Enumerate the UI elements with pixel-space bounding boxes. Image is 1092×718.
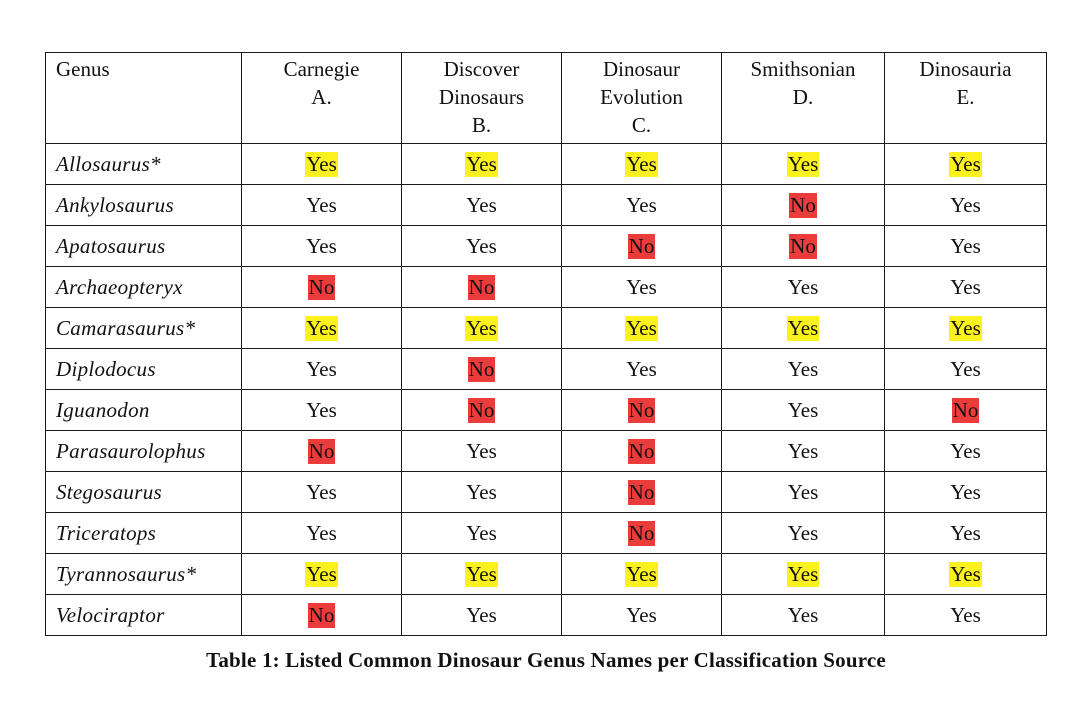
genus-cell: Velociraptor <box>46 595 242 636</box>
value-cell <box>242 267 402 308</box>
highlighted-value: No <box>790 234 816 258</box>
value-text: Yes <box>626 357 657 381</box>
value-text: Yes <box>787 480 819 504</box>
table-row <box>46 144 1047 185</box>
value-cell <box>885 554 1047 595</box>
value-cell <box>885 431 1047 472</box>
highlighted-value: No <box>628 480 655 504</box>
value-cell <box>885 513 1047 554</box>
value-cell <box>562 390 722 431</box>
highlighted-value: Yes <box>950 152 981 176</box>
column-header-line: Dinosaur <box>603 57 680 81</box>
value-cell <box>722 431 885 472</box>
column-header-line: Evolution <box>600 85 683 109</box>
value-cell <box>242 431 402 472</box>
column-header-source <box>562 53 722 144</box>
value-text: Yes <box>787 603 819 627</box>
value-cell <box>402 431 562 472</box>
genus-cell: Tyrannosaurus* <box>46 554 242 595</box>
value-cell <box>242 554 402 595</box>
table-row <box>46 267 1047 308</box>
highlighted-value: Yes <box>787 316 819 340</box>
value-text: Yes <box>306 234 337 258</box>
value-cell <box>562 267 722 308</box>
highlighted-value: No <box>628 439 655 463</box>
column-header-source <box>242 53 402 144</box>
value-cell <box>242 472 402 513</box>
table-row <box>46 349 1047 390</box>
header-row <box>46 53 1047 144</box>
column-header-line: D. <box>792 85 814 109</box>
highlighted-value: No <box>628 234 655 258</box>
value-text: Yes <box>787 439 819 463</box>
highlighted-value: Yes <box>306 562 337 586</box>
highlighted-value: No <box>628 398 655 422</box>
genus-cell: Stegosaurus <box>46 472 242 513</box>
highlighted-value: Yes <box>466 562 497 586</box>
value-cell <box>242 349 402 390</box>
value-cell <box>562 226 722 267</box>
table-row <box>46 595 1047 636</box>
value-cell <box>722 513 885 554</box>
value-cell <box>562 513 722 554</box>
highlighted-value: Yes <box>787 562 819 586</box>
highlighted-value: Yes <box>950 316 981 340</box>
column-header-source <box>885 53 1047 144</box>
value-cell <box>402 390 562 431</box>
value-cell <box>562 308 722 349</box>
value-cell <box>242 185 402 226</box>
genus-cell: Archaeopteryx <box>46 267 242 308</box>
genus-cell: Apatosaurus <box>46 226 242 267</box>
value-cell <box>885 144 1047 185</box>
value-cell <box>402 472 562 513</box>
highlighted-value: Yes <box>626 316 657 340</box>
value-cell <box>402 144 562 185</box>
highlighted-value: No <box>468 275 495 299</box>
value-cell <box>722 554 885 595</box>
table-row <box>46 431 1047 472</box>
value-cell <box>242 513 402 554</box>
value-text: Yes <box>787 357 819 381</box>
value-text: Yes <box>466 439 497 463</box>
genus-cell: Iguanodon <box>46 390 242 431</box>
column-header-source <box>402 53 562 144</box>
value-text: Yes <box>950 193 981 217</box>
value-cell <box>562 554 722 595</box>
genus-cell: Allosaurus* <box>46 144 242 185</box>
value-cell <box>402 595 562 636</box>
value-cell <box>722 185 885 226</box>
value-text: Yes <box>626 275 657 299</box>
table-body <box>46 144 1047 636</box>
highlighted-value: Yes <box>787 152 819 176</box>
highlighted-value: Yes <box>950 562 981 586</box>
value-cell <box>722 595 885 636</box>
value-text: Yes <box>787 398 819 422</box>
value-text: Yes <box>787 275 819 299</box>
column-header-line: C. <box>631 113 652 137</box>
highlighted-value: No <box>628 521 655 545</box>
value-text: Yes <box>950 480 981 504</box>
table-row <box>46 226 1047 267</box>
value-cell <box>885 308 1047 349</box>
value-cell <box>242 144 402 185</box>
genus-cell: Triceratops <box>46 513 242 554</box>
value-text: Yes <box>787 521 819 545</box>
highlighted-value: Yes <box>306 152 337 176</box>
value-text: Yes <box>950 603 981 627</box>
value-text: Yes <box>466 521 497 545</box>
table-row <box>46 513 1047 554</box>
column-header-line: Genus <box>56 57 110 81</box>
value-text: Yes <box>306 398 337 422</box>
column-header-line: B. <box>471 113 492 137</box>
value-cell <box>885 185 1047 226</box>
genus-cell: Diplodocus <box>46 349 242 390</box>
highlighted-value: Yes <box>626 152 657 176</box>
table-caption: Table 1: Listed Common Dinosaur Genus Names per Classification Source <box>206 648 886 672</box>
table-row <box>46 554 1047 595</box>
value-text: Yes <box>466 603 497 627</box>
column-header-line: E. <box>956 85 975 109</box>
highlighted-value: No <box>308 603 335 627</box>
highlighted-value: No <box>952 398 979 422</box>
value-cell <box>402 308 562 349</box>
value-cell <box>885 349 1047 390</box>
value-cell <box>562 431 722 472</box>
value-cell <box>722 144 885 185</box>
value-cell <box>562 349 722 390</box>
highlighted-value: No <box>308 275 335 299</box>
genus-cell: Ankylosaurus <box>46 185 242 226</box>
value-cell <box>402 226 562 267</box>
value-cell <box>885 267 1047 308</box>
value-text: Yes <box>466 193 497 217</box>
genus-cell: Parasaurolophus <box>46 431 242 472</box>
column-header-line: Dinosauria <box>919 57 1012 81</box>
table-row <box>46 472 1047 513</box>
column-header-line: Carnegie <box>283 57 360 81</box>
value-cell <box>722 472 885 513</box>
column-header-line: Dinosaurs <box>438 85 525 109</box>
value-cell <box>402 349 562 390</box>
column-header-genus <box>46 53 242 144</box>
highlighted-value: No <box>468 398 495 422</box>
value-cell <box>885 390 1047 431</box>
value-text: Yes <box>306 480 337 504</box>
value-text: Yes <box>950 234 981 258</box>
value-cell <box>242 390 402 431</box>
value-text: Yes <box>306 357 337 381</box>
column-header-source <box>722 53 885 144</box>
value-text: Yes <box>466 234 497 258</box>
value-text: Yes <box>306 521 337 545</box>
value-text: Yes <box>950 357 981 381</box>
value-text: Yes <box>950 521 981 545</box>
highlighted-value: Yes <box>306 316 337 340</box>
value-text: Yes <box>626 193 657 217</box>
value-cell <box>562 595 722 636</box>
dinosaur-classification-table <box>45 52 1047 636</box>
column-header-line: Discover <box>443 57 520 81</box>
value-cell <box>402 554 562 595</box>
highlighted-value: No <box>468 357 495 381</box>
value-text: Yes <box>626 603 657 627</box>
column-header-line: A. <box>311 85 332 109</box>
value-cell <box>402 267 562 308</box>
value-cell <box>242 595 402 636</box>
value-cell <box>242 308 402 349</box>
highlighted-value: No <box>308 439 335 463</box>
column-header-line: Smithsonian <box>750 57 856 81</box>
value-text: Yes <box>950 275 981 299</box>
value-cell <box>885 226 1047 267</box>
value-cell <box>562 185 722 226</box>
highlighted-value: No <box>790 193 816 217</box>
value-text: Yes <box>306 193 337 217</box>
value-cell <box>885 595 1047 636</box>
table-header <box>46 53 1047 144</box>
highlighted-value: Yes <box>466 152 497 176</box>
value-text: Yes <box>950 439 981 463</box>
value-cell <box>722 308 885 349</box>
value-cell <box>562 144 722 185</box>
value-cell <box>722 349 885 390</box>
highlighted-value: Yes <box>466 316 497 340</box>
value-text: Yes <box>466 480 497 504</box>
value-cell <box>402 185 562 226</box>
highlighted-value: Yes <box>626 562 657 586</box>
value-cell <box>402 513 562 554</box>
value-cell <box>242 226 402 267</box>
value-cell <box>722 390 885 431</box>
value-cell <box>722 226 885 267</box>
table-row <box>46 390 1047 431</box>
genus-cell: Camarasaurus* <box>46 308 242 349</box>
value-cell <box>885 472 1047 513</box>
table-row <box>46 185 1047 226</box>
value-cell <box>722 267 885 308</box>
table-row <box>46 308 1047 349</box>
value-cell <box>562 472 722 513</box>
